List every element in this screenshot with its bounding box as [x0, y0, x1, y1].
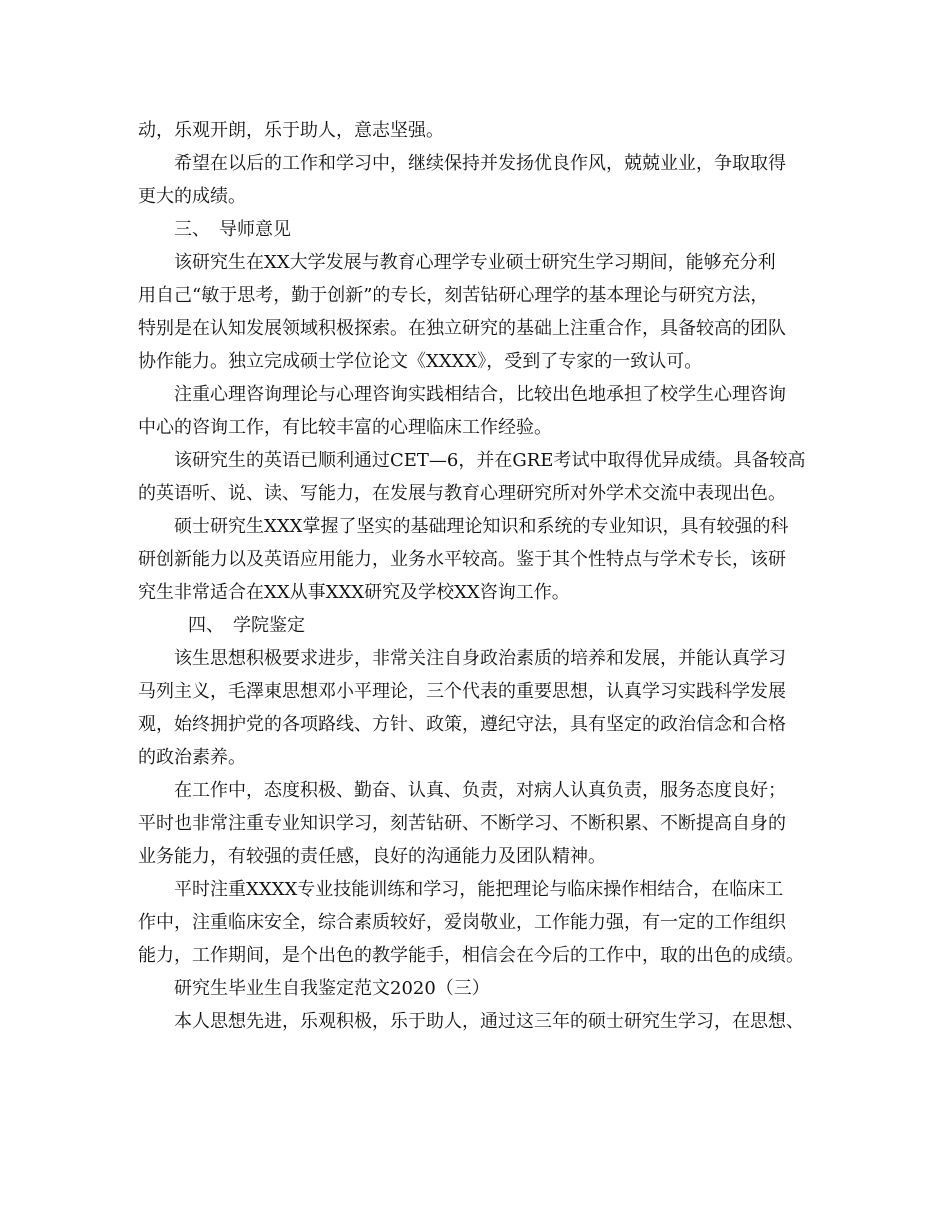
text-line: 硕士研究生XXX掌握了坚实的基础理论知识和系统的专业知识，具有较强的科 [174, 516, 789, 537]
text-line: 更大的成绩。 [138, 186, 246, 207]
text-line: 该生思想积极要求进步，非常关注自身政治素质的培养和发展，并能认真学习 [174, 648, 786, 669]
text-line: 在工作中，态度积极、勤奋、认真、负责，对病人认真负责，服务态度良好； [174, 780, 786, 801]
text-line: 作中，注重临床安全，综合素质较好，爱岗敬业，工作能力强，有一定的工作组织 [138, 912, 786, 933]
text-line: 业务能力，有较强的责任感，良好的沟通能力及团队精神。 [138, 846, 606, 867]
text-line: 的英语听、说、读、写能力，在发展与教育心理研究所对外学术交流中表现出色。 [138, 483, 786, 504]
text-line: 该研究生的英语已顺利通过CET—6，并在GRE考试中取得优异成绩。具备较高 [174, 450, 806, 471]
text-line: 研创新能力以及英语应用能力，业务水平较高。鉴于其个性特点与学术专长，该研 [138, 549, 786, 570]
text-line: 能力，工作期间，是个出色的教学能手，相信会在今后的工作中，取的出色的成绩。 [138, 945, 804, 966]
text-line: 的政治素养。 [138, 747, 246, 768]
text-line: 观，始终拥护党的各项路线、方针、政策，遵纪守法，具有坚定的政治信念和合格 [138, 714, 786, 735]
text-line: 该研究生在XX大学发展与教育心理学专业硕士研究生学习期间，能够充分利 [174, 252, 776, 273]
text-line: 本人思想先进，乐观积极，乐于助人，通过这三年的硕士研究生学习，在思想、 [174, 1011, 804, 1032]
subtitle-line: 研究生毕业生自我鉴定范文2020（三） [174, 978, 490, 999]
section-heading-college-appraisal: 四、 学院鉴定 [188, 615, 305, 636]
section-heading-advisor-opinion: 三、 导师意见 [174, 219, 291, 240]
text-line: 马列主义，毛澤東思想邓小平理论，三个代表的重要思想，认真学习实践科学发展 [138, 681, 786, 702]
document-body [138, 114, 828, 1038]
text-line: 平时注重XXXX专业技能训练和学习，能把理论与临床操作相结合，在临床工 [174, 879, 784, 900]
text-line: 协作能力。独立完成硕士学位论文《XXXX》，受到了专家的一致认可。 [138, 351, 703, 372]
text-line: 特别是在认知发展领域积极探索。在独立研究的基础上注重合作，具备较高的团队 [138, 318, 786, 339]
text-line: 究生非常适合在XX从事XXX研究及学校XX咨询工作。 [138, 582, 570, 603]
text-line: 希望在以后的工作和学习中，继续保持并发扬优良作风，兢兢业业，争取取得 [174, 153, 786, 174]
text-line: 动，乐观开朗，乐于助人，意志坚强。 [138, 120, 444, 141]
text-line: 注重心理咨询理论与心理咨询实践相结合，比较出色地承担了校学生心理咨询 [174, 384, 786, 405]
text-line: 中心的咨询工作，有比较丰富的心理临床工作经验。 [138, 417, 552, 438]
text-line: 平时也非常注重专业知识学习，刻苦钻研、不断学习、不断积累、不断提高自身的 [138, 813, 786, 834]
text-line: 用自己“敏于思考，勤于创新”的专长，刻苦钻研心理学的基本理论与研究方法， [138, 285, 769, 306]
